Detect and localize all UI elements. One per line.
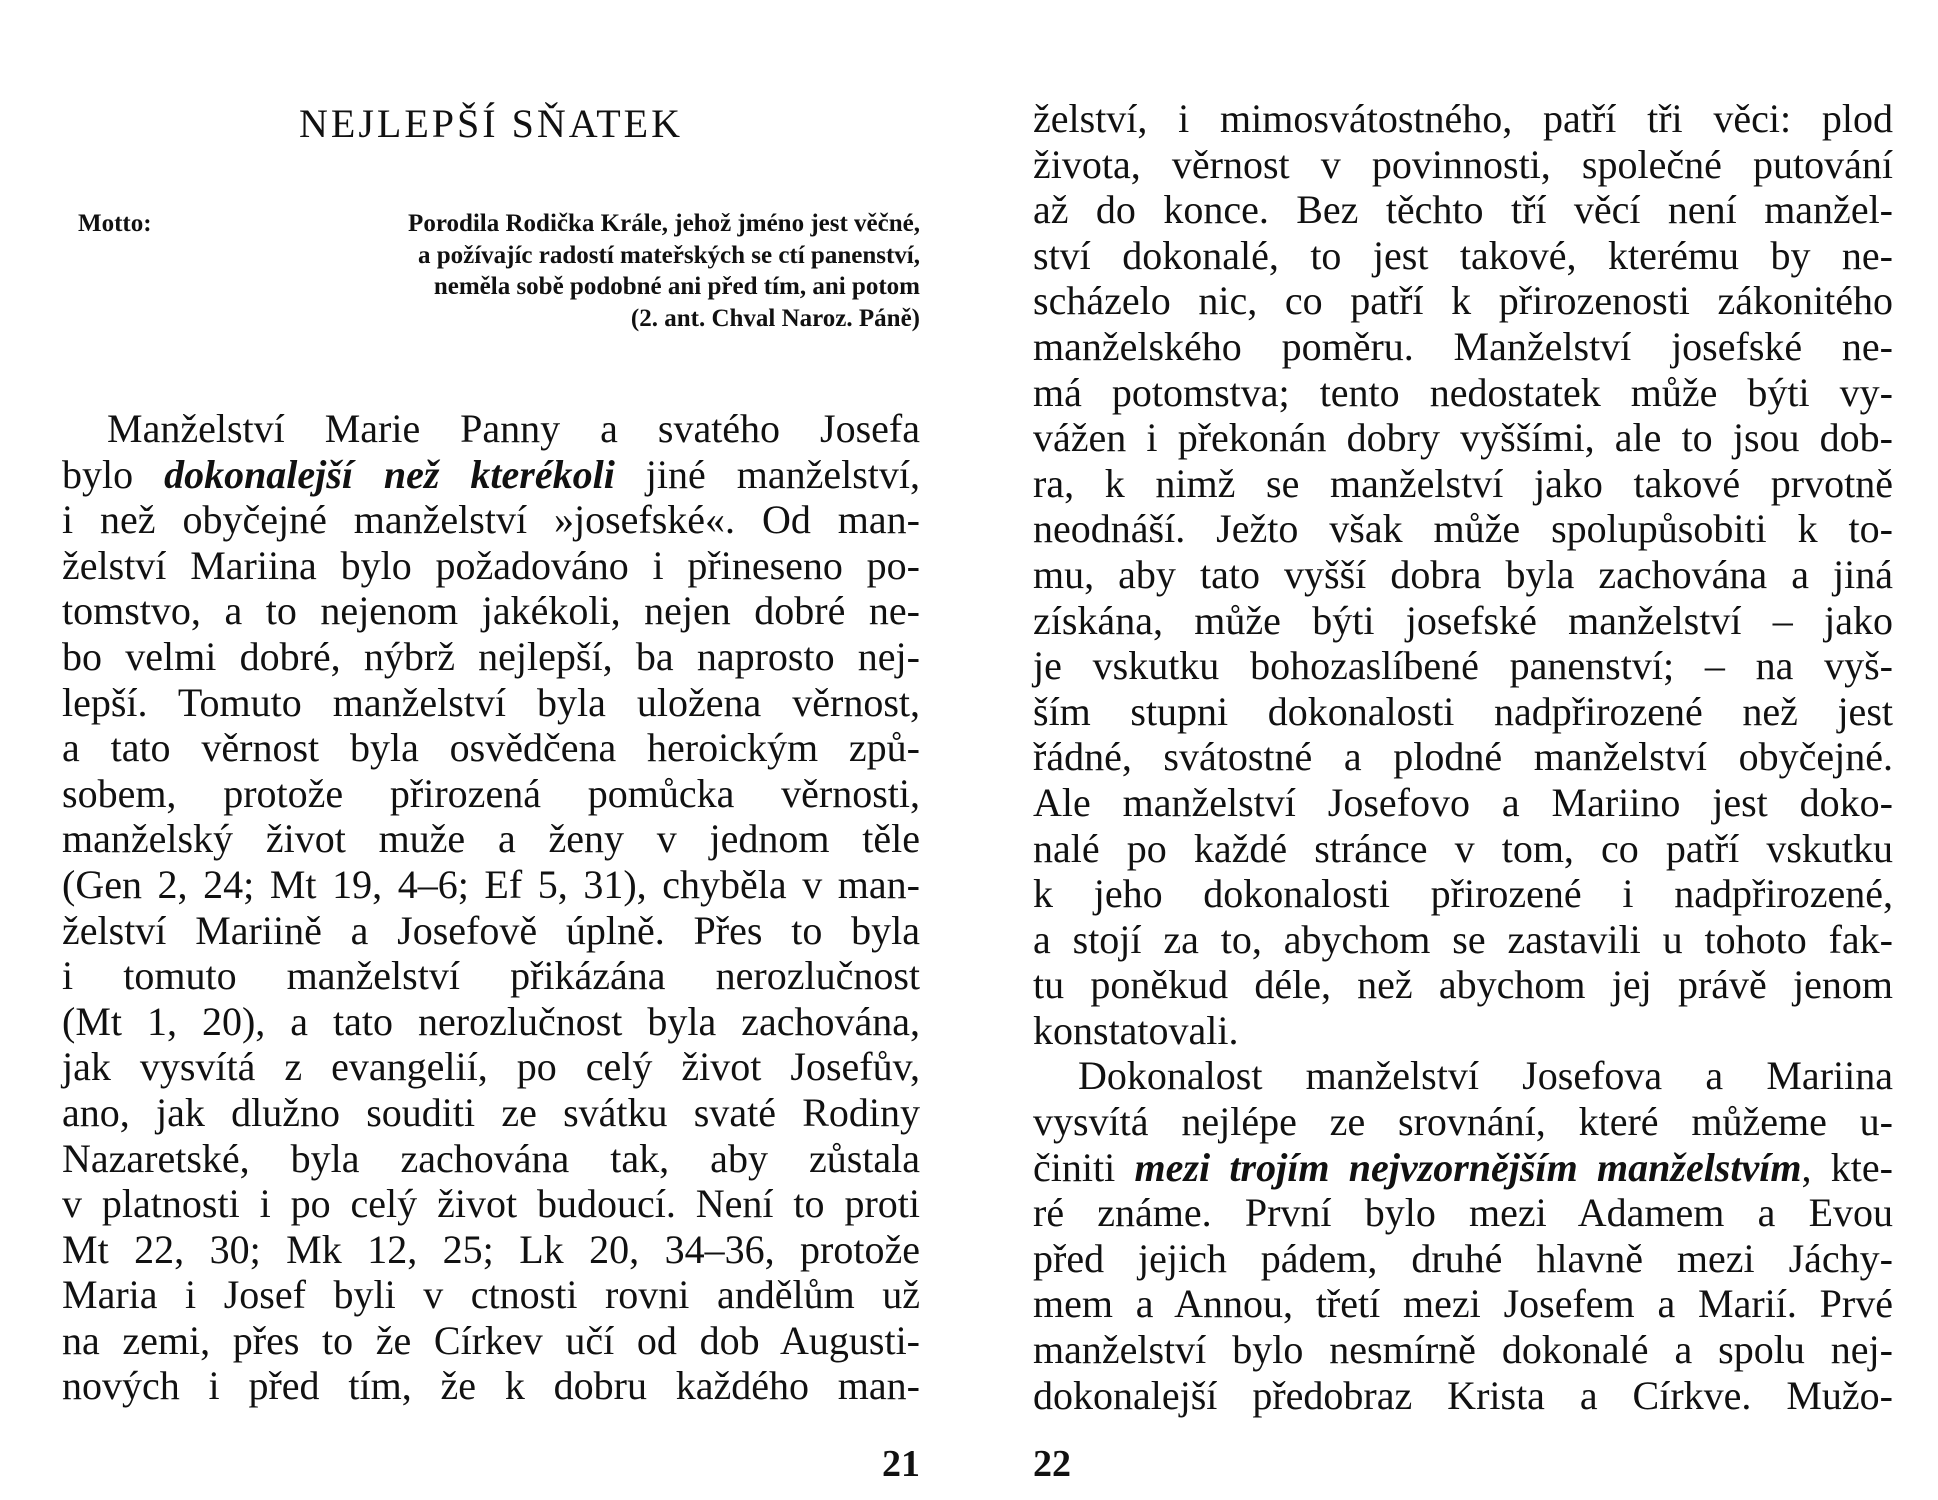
motto-label: Motto:	[78, 210, 152, 237]
motto-line: (2. ant. Chval Naroz. Páně)	[630, 304, 920, 332]
text-line: manželství bylo nesmírně dokonalé a spolu nej-	[1033, 1327, 1893, 1373]
text-line: Dokonalost manželství Josefova a Mariina	[1078, 1053, 1893, 1099]
text-line: tomstvo, a to nejenom jakékoli, nejen dobré ne-	[62, 588, 920, 634]
chapter-title: NEJLEPŠÍ SŇATEK	[299, 101, 683, 146]
emphasized-text: mezi trojím nejvzornějším manželstvím	[1134, 1144, 1802, 1190]
text-line: řádné, svátostné a plodné manželství obyčejné.	[1033, 734, 1893, 780]
text-line: konstatovali.	[1033, 1007, 1239, 1053]
text-line: má potomstva; tento nedostatek může býti vy-	[1033, 369, 1893, 415]
text-line: scházelo nic, co patří k přirozenosti zákonitého	[1033, 278, 1893, 324]
text-line: před jejich pádem, druhé hlavně mezi Jáchy-	[1033, 1235, 1893, 1281]
text-line: sobem, protože přirozená pomůcka věrnosti,	[62, 770, 920, 816]
line-segment: činiti	[1033, 1144, 1135, 1190]
text-line: želství Mariině a Josefově úplně. Přes to byla	[62, 907, 920, 953]
text-line: bo velmi dobré, nýbrž nejlepší, ba naprosto nej-	[62, 633, 920, 679]
text-line: k jeho dokonalosti přirozené i nadpřirozené,	[1033, 871, 1893, 917]
text-line: mu, aby tato vyšší dobra byla zachována a jiná	[1033, 551, 1893, 597]
text-line: Mt 22, 30; Mk 12, 25; Lk 20, 34–36, protože	[62, 1226, 920, 1272]
text-line: až do konce. Bez těchto tří věcí není manžel-	[1033, 187, 1893, 233]
text-line: života, věrnost v povinnosti, společné putování	[1033, 141, 1893, 187]
text-line: želství Mariina bylo požadováno i přineseno po-	[62, 542, 920, 588]
text-line: manželského poměru. Manželství josefské ne-	[1033, 323, 1893, 369]
text-line: nalé po každé stránce v tom, co patří vskutku	[1033, 825, 1893, 871]
text-line: tu poněkud déle, než abychom jej právě jenom	[1033, 962, 1893, 1008]
text-line: vysvítá nejlépe ze srovnání, které můžeme u-	[1033, 1099, 1893, 1145]
text-line: Nazaretské, byla zachována tak, aby zůstala	[62, 1135, 920, 1181]
page-number-left: 21	[882, 1443, 920, 1485]
text-line: mem a Annou, třetí mezi Josefem a Marií. Prvé	[1033, 1281, 1893, 1327]
text-line: Maria i Josef byli v ctnosti rovni andělům už	[62, 1272, 920, 1318]
text-line: ano, jak dlužno souditi ze svátku svaté Rodiny	[62, 1089, 920, 1135]
text-line: získána, může býti josefské manželství – jako	[1033, 597, 1893, 643]
line-segment: , kte-	[1801, 1144, 1893, 1190]
text-line: ré známe. První bylo mezi Adamem a Evou	[1033, 1190, 1893, 1236]
text-line: Manželství Marie Panny a svatého Josefa	[107, 406, 920, 451]
text-line: i tomuto manželství přikázána nerozlučnost	[62, 953, 920, 999]
text-line: vážen i překonán dobry vyššími, ale to jsou dob-	[1033, 415, 1893, 461]
motto-line: neměla sobě podobné ani před tím, ani potom	[433, 273, 920, 300]
text-line: želství, i mimosvátostného, patří tři věci: plod	[1033, 96, 1893, 141]
emphasized-text: dokonalejší než kterékoli	[164, 451, 615, 497]
text-line: dokonalejší předobraz Krista a Církve. Mužo-	[1033, 1372, 1893, 1418]
text-line: a stojí za to, abychom se zastavili u tohoto fak-	[1033, 916, 1893, 962]
line-segment: jiné manželství,	[614, 451, 920, 497]
page-number-right: 22	[1033, 1443, 1071, 1485]
line-segment: bylo	[62, 451, 165, 497]
text-line: jak vysvítá z evangelií, po celý život Josefův,	[62, 1044, 920, 1090]
text-line: nových i před tím, že k dobru každého man-	[62, 1363, 920, 1409]
left-body-text	[62, 406, 920, 1409]
text-line: lepší. Tomuto manželství byla uložena věrnost,	[62, 679, 920, 725]
text-line: Ale manželství Josefovo a Mariino jest doko-	[1033, 779, 1893, 825]
text-line: (Gen 2, 24; Mt 19, 4–6; Ef 5, 31), chyběla v man-	[62, 861, 920, 907]
text-line: neodnáší. Ježto však může spolupůsobiti k to-	[1033, 506, 1893, 552]
text-line: manželský život muže a ženy v jednom těle	[62, 816, 920, 862]
text-line: (Mt 1, 20), a tato nerozlučnost byla zachována,	[62, 998, 920, 1044]
text-line	[1033, 1145, 1893, 1191]
motto-line: Porodila Rodička Krále, jehož jméno jest věčné,	[408, 210, 920, 237]
right-page	[1033, 0, 1893, 1500]
right-body-text	[1033, 96, 1893, 1418]
text-line: je vskutku bohozaslíbené panenství; – na vyš-	[1033, 643, 1893, 689]
left-page	[62, 0, 920, 1500]
motto-line: a požívajíc radostí mateřských se ctí panenství,	[417, 241, 920, 269]
text-line: ra, k nimž se manželství jako takové prvotně	[1033, 460, 1893, 506]
text-line: na zemi, přes to že Církev učí od dob Augusti-	[62, 1317, 920, 1363]
text-line: v platnosti i po celý život budoucí. Není to proti	[62, 1181, 920, 1227]
text-line: i než obyčejné manželství »josefské«. Od man-	[62, 497, 920, 543]
text-line: a tato věrnost byla osvědčena heroickým způ-	[62, 725, 920, 771]
text-line: ství dokonalé, to jest takové, kterému by ne-	[1033, 232, 1893, 278]
text-line	[62, 452, 920, 498]
text-line: ším stupni dokonalosti nadpřirozené než jest	[1033, 688, 1893, 734]
